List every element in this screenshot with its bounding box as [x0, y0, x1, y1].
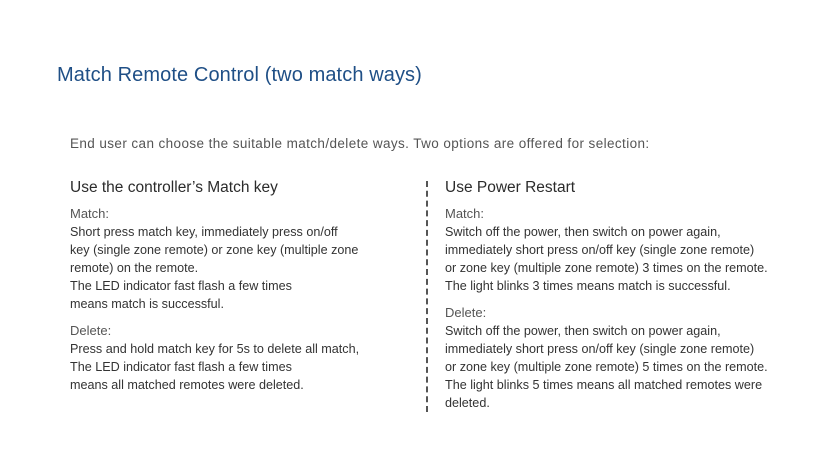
- right-column-heading: Use Power Restart: [445, 179, 576, 196]
- text-line: immediately short press on/off key (single zone remote): [445, 342, 755, 356]
- left-match-instructions: [70, 223, 410, 313]
- text-line: means all matched remotes were deleted.: [70, 378, 304, 392]
- controller-match-key-column: [70, 179, 410, 394]
- text-line: The LED indicator fast flash a few times: [70, 360, 292, 374]
- left-column-heading: Use the controller’s Match key: [70, 179, 278, 196]
- text-line: Press and hold match key for 5s to delete all match,: [70, 342, 360, 356]
- right-match-label: Match:: [445, 206, 485, 221]
- text-line: deleted.: [445, 396, 490, 410]
- left-delete-instructions: [70, 340, 410, 394]
- text-line: Switch off the power, then switch on power again,: [445, 225, 721, 239]
- power-restart-column: [445, 179, 805, 412]
- text-line: key (single zone remote) or zone key (multiple zone: [70, 243, 359, 257]
- right-delete-label: Delete:: [445, 305, 487, 320]
- intro-text: End user can choose the suitable match/delete ways. Two options are offered for selection:: [70, 136, 650, 151]
- left-match-label: Match:: [70, 206, 110, 221]
- right-delete-instructions: [445, 322, 805, 412]
- text-line: or zone key (multiple zone remote) 5 times on the remote.: [445, 360, 768, 374]
- text-line: means match is successful.: [70, 297, 224, 311]
- text-line: immediately short press on/off key (single zone remote): [445, 243, 755, 257]
- text-line: The light blinks 5 times means all matched remotes were: [445, 378, 763, 392]
- column-divider: [426, 181, 428, 412]
- text-line: or zone key (multiple zone remote) 3 times on the remote.: [445, 261, 768, 275]
- right-match-instructions: [445, 223, 805, 295]
- text-line: Short press match key, immediately press on/off: [70, 225, 338, 239]
- text-line: The LED indicator fast flash a few times: [70, 279, 292, 293]
- page-title: Match Remote Control (two match ways): [57, 64, 422, 86]
- text-line: remote) on the remote.: [70, 261, 199, 275]
- text-line: Switch off the power, then switch on power again,: [445, 324, 721, 338]
- left-delete-label: Delete:: [70, 323, 112, 338]
- text-line: The light blinks 3 times means match is successful.: [445, 279, 731, 293]
